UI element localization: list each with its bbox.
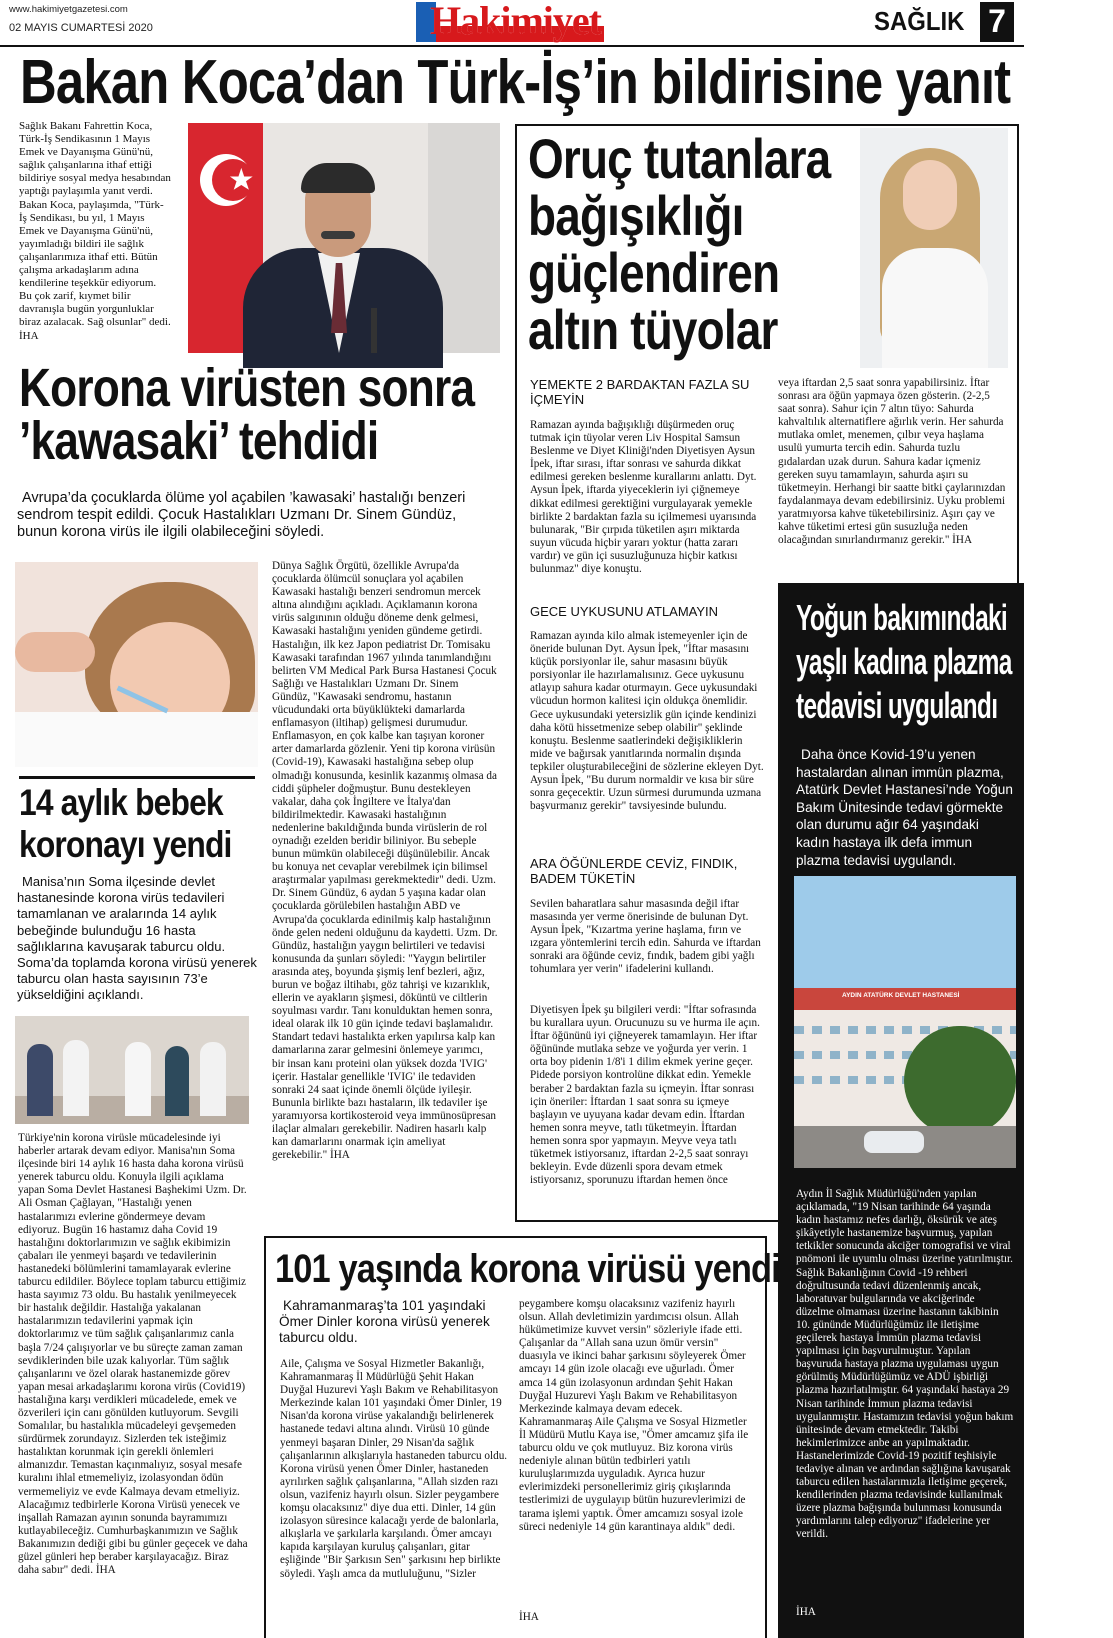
oruc-body-1: Ramazan ayında bağışıklığı düşürmeden oruç tutmak için tüyolar veren Liv Hospital Samsun Beslenme ve Diyet Kliniği'nden Diyetisyen Aysun İpek, iftar sırası, iftar sonrası ve sahurda dikkat edilmesi gereken beslenme kurallarını anlattı. Dyt. Aysun İpek, iftarda yiyeceklerin iyi çiğnemeye dikkat edilmesi gerektiğini vurgulayarak yemekle birlikte 2 bardaktan fazla su içilmemesi uyarısında bulunarak, "Bir çırpıda tüketilen aşırı miktarda suyun vücuda hiçbir yararı yoktur (hatta zararı vardır) ve gün içi susuzluğunuza hiçbir katkısı bulunmaz" diye konuştu. — [530, 419, 757, 576]
staff-4 — [165, 1046, 189, 1116]
hospital-staff-photo — [15, 1016, 249, 1124]
staff-3 — [125, 1042, 151, 1116]
omer-body-2: peygambere komşu olacaksınız vazifeniz hayırlı olsun. Allah devletimizin yardımcısı olsun. Allah hükümetimize kuvvet versin" sözleriyle ifade etti. Çalışanlar da "Allah sana uzun ömür versin" duasıyla ve ikinci bahar şarkısını söyleyerek Ömer amcayı 14 gün izole olacağı eve uğurladı. Ömer amca 14 gün izolasyonun ardından Şehit Hakan Duyğal Huzurevi Yaşlı Bakım ve Rehabilitasyon Merkezinde kalmaya devam edecek. Kahramanmaraş Aile Çalışma ve Sosyal Hizmetler İl Müdürü Mutlu Kaya ise, "Ömer amcamız şifa ile taburcu oldu ve çok mutluyuz. Biz korona virüs nedeniyle alınan bütün tedbirleri yatılı kuruluşlarımızda uyguladık. Ayrıca huzur evlerimizdeki personellerimiz giriş çıkışlarında testlerimizi de uygulayıp bütün huzurevlerimizi de tarama işlemi yaptık. Ömer amcamızı sosyal izole süreci nedeniyle 14 gün karantinaya aldık" dedi. — [519, 1298, 749, 1533]
page-number: 7 — [988, 3, 1006, 39]
kawasaki-body: Dünya Sağlık Örgütü, özellikle Avrupa'da çocuklarda ölümcül sonuçlara yol açabilen Kawasaki hastalığı benzeri sendromun mercek altına alındığını açıkladı. Açıklamanın korona virüs salgınının olduğu döneme denk gelmesi, Kawasaki hastalığını yeniden gündeme getirdi. Hastalığın, ilk kez Japon pediatrist Dr. Tomisaku Kawasaki tarafından 1967 yılında tanımlandığını belirten VM Medical Park Bursa Hastanesi Çocuk Sağlığı ve Hastalıkları Uzmanı Dr. Sinem Gündüz, "Kawasaki sendromu, hastanın vücudundaki orta büyüklükteki damarlarda enflamasyon (iltihap) gelişmesi durumudur. Enflamasyon, en çok kalbe kan taşıyan koroner arter damarlarda gözlenir. Yeni tip korona virüsün (Covid-19), Kawasaki hastalığına sebep olup olmadığı konusunda, kesinlik kazanmış olmasa da ciddi şüpheler doğmuştur. Bunu destekleyen vakalar, daha çok İngiltere ve İtalya'dan bildirilmektedir. Kawasaki hastalığının nedenlerine bakıldığında bunda virüslerin de rol oynadığı ezelden beridir biliniyor. Bu sebeple bunun mümkün olabileceği düşünülebilir. Ancak bu konuya net cevaplar verebilmek için bilimsel araştırmalar yapılması gerekmektedir" dedi. Uzm. Dr. Sinem Gündüz, 6 aydan 5 yaşına kadar olan çocuklarda görülebilen hastalığın ABD ve Avrupa'da çocuklarda edinilmiş kalp hastalığının önde gelen nedeni olduğunu da kaydetti. Uzm. Dr. Gündüz, hastalığın yaygın belirtileri ve tedavisi konusunda da şunları söyledi: "Yaygın belirtiler arasında ateş, boyunda şişmiş lenf bezleri, ağız, burun ve boğaz iltihabı, göz tahrişi ve kızarıklık, ellerin ve ayakların şişmesi, döküntü ve ciltlerin soyulması vardır. Tanı konulduktan hemen sonra, ideal olarak ilk 10 gün içinde tedavi başlamalıdır. Standart tedavi hastalıkta erken yapılırsa kalp kan damarlarına zarar gelmesini önlemeye yarımcı, bir insan kanı proteini olan yüksek dozda 'IVIG' içerir. Hastalar genellikle 'IVIG' ile tedaviden sonraki 24 saat içinde önemli ölçüde iyileşir. Bununla birlikte bazı hastaların, ilk tedaviler işe yaramıyorsa kortikosteroid veya immünosüpresan ilaçlar almaları gerekebilir. Nadiren hasarlı kalp kan damarlarını onarmak için ameliyat gerekebilir." İHA — [272, 560, 498, 1162]
oruc-headline-line-2: bağışıklığı — [528, 184, 744, 247]
staff-1 — [27, 1044, 53, 1116]
tree — [904, 1026, 1016, 1136]
oruc-subhead-1: YEMEKTE 2 BARDAKTAN FAZLA SU İÇMEYİN — [530, 377, 750, 407]
omer-body-1: Aile, Çalışma ve Sosyal Hizmetler Bakanlığı, Kahramanmaraş İl Müdürlüğü Şehit Hakan Duyğal Huzurevi Yaşlı Bakım ve Rehabilitasyon Merkezinde kalan 101 yaşındaki Ömer Dinler, 19 Nisan'da korona virüse yakalandığı belirlenerek hastanede tedavi altına alındı. Virüsü 10 günde yenmeyi başaran Dinler, 29 Nisan'da sağlık çalışanlarının alkışlarıyla hastaneden taburcu oldu. Korona virüsü yenen Ömer Dinler, hastaneden ayrılırken sağlık çalışanlarına, "Allah sizden razı olsun, vazifeniz hayırlı olsun. Sizler peygambere komşu olacaksınız" diye dua etti. Dinler, 14 gün izolasyon süresince kalacağı yerde de balonlarla, alkışlarla ve şarkılarla karşılandı. Ömer amcayı kapıda karşılayan kuruluş çalışanları, gitar eşliğinde "Bir Şarkısın Sen" şarkısını hep birlikte söyledi. Yaşlı amca da mutluluğunu, "Sizler — [280, 1358, 508, 1580]
bebek-top-rule — [19, 776, 255, 779]
oruc-body-2: Ramazan ayında kilo almak istemeyenler için de öneride bulunan Dyt. Aysun İpek, "İftar masasını küçük porsiyonlar ile, sahur masasını büyük porsiyonlar ile hazırlamalısınız. Gece uykusunu atlayıp sahura kadar oturmayın. Gece uykusundaki vücudun hormon kalitesi için oldukça önemlidir. Gece uykusundaki yetersizlik gün içinde kendinizi daha kötü hissetmenize sebep olabilir" şeklinde konuştu. Beslenme saatlerindeki değişikliklerin mide ve bağırsak yanıtlarında normalin dışında tepkiler oluşturabileceğini de sözlerine ekleyen Dyt. Aysun İpek, "Bu durum normaldir ve kısa bir süre sonra geçecektir. Uzun sürmesi durumunda uzmana başvurmanız gerekir" tavsiyesinde bulundu. — [530, 630, 764, 813]
omer-lead: Kahramanmaraş’ta 101 yaşındaki Ömer Dinler korona virüsü yenerek taburcu oldu. — [279, 1298, 490, 1345]
oruc-headline — [528, 127, 897, 361]
hospital-building-photo — [794, 876, 1016, 1168]
sick-child-photo — [15, 562, 258, 767]
oruc-headline-line-3: güçlendiren — [528, 241, 780, 304]
oruc-headline-line-4: altın tüyolar — [528, 298, 778, 361]
minister-moustache — [321, 231, 355, 239]
header-rule — [0, 45, 1024, 47]
logo-text: Hakimiyet — [430, 0, 601, 43]
minister-hair — [301, 163, 375, 193]
plazma-headline-line-3: tedavisi uygulandı — [796, 685, 998, 726]
oruc-subhead-2: GECE UYKUSUNU ATLAMAYIN — [530, 604, 719, 619]
oruc-body-5: veya iftardan 2,5 saat sonra yapabilirsiniz. İftar sonrası ara öğün yapmaya özen gösterin. (2-2,5 saat sonra). Sahur için 7 altın tüyo: Sahurda kahvaltılık alternatiflere ağırlık verin. Her sahurda mutlaka omlet, menemen, çılbır veya haşlama usulü yumurta tercih edin. Sahurda tuzlu gıdalardan uzak durun. Sahura kadar içmeniz gereken suyu tamamlayın, sahurda aşırı su tüketmeyin. Herhangi bir saatte bitki çaylarınızdan faydalanmaya devam edebilirsiniz. Uyku problemi yaratmıyorsa kahve tüketebilirsiniz. Aşırı çay ve kahve tüketimi ertesi gün susuzluğa neden olacağından sınırlandırmanız gerekir." İHA — [778, 377, 1006, 547]
dietitian-coat — [882, 248, 988, 368]
dietitian-photo — [860, 128, 1008, 368]
page-number-box — [980, 2, 1014, 42]
minister-photo — [188, 123, 500, 353]
omer-headline: 101 yaşında korona virüsü yendi — [275, 1247, 780, 1291]
car — [864, 1131, 924, 1153]
microphone — [371, 308, 377, 353]
bebek-headline-2: koronayı yendi — [19, 824, 232, 865]
oruc-body-3: Sevilen baharatlara sahur masasında değil iftar masasında yer verme önerisinde de bulunan Dyt. Aysun İpek, "Kızartma yerine haşlama, fırın ve ızgara yöntemlerini tercih edin. Sahurda ve iftardan sonraki ara öğünde ceviz, fındık, badem gibi yağlı tohumlara yer verin" ifadelerini kullandı. — [530, 898, 761, 976]
oruc-headline-line-1: Oruç tutanlara — [528, 127, 831, 190]
pillow — [15, 712, 258, 767]
staff-5 — [200, 1042, 226, 1116]
hospital-sign: AYDIN ATATÜRK DEVLET HASTANESİ — [842, 992, 960, 999]
parent-hand — [15, 632, 95, 672]
plazma-headline-line-1: Yoğun bakımındaki — [796, 597, 1008, 638]
plazma-lead: Daha önce Kovid-19’u yenen hastalardan alınan immün plazma, Atatürk Devlet Hastanesi’nde Yoğun Bakım Ünitesinde tedavi görmekte olan durumu ağır 64 yaşındaki kadın hastaya ilk defa immun plazma tedavisi uygulandı. — [796, 747, 1013, 868]
issue-date: 02 MAYIS CUMARTESİ 2020 — [9, 22, 153, 34]
bebek-body: Türkiye'nin korona virüsle mücadelesinde iyi haberler artarak devam ediyor. Manisa'nın Soma ilçesinde biri 14 aylık 16 hasta daha korona virüsü yenerek taburcu oldu. Konuyla ilgili açıklama yapan Soma Devlet Hastanesi Başhekimi Uzm. Dr. Ali Osman Çağlayan, "Hastalığı yenen hastalarımızı evlerine göndermeye devam ediyoruz. Bugün 16 hastamız daha Covid 19 hastalığını doktorlarımızın ve sağlık ekibimizin çabaları ile yenmeyi başardı ve tedavilerinin hastanedeki bölümlerini tamamlayarak evlerine taburcu edildiler. Böylece toplam taburcu ettiğimiz hasta sayımız 73 oldu. Bu hastalık yenilmeyecek bir hastalık değildir. Hastalığa yakalanan hastalarımızın tedavilerini yapmak için doktorlarımız ve tüm sağlık çalışanlarımız canla başla 7/24 çalışıyorlar ve bu süreçte zaman zaman sevdiklerinden bile uzak kalıyorlar. Tüm sağlık çalışanlarını ve özel olarak hastanemizde görev yapan mesai arkadaşlarımı korona virüs (Covid19) hastalığına karşı verdikleri mücadelede, emek ve özverileri için canı gönülden kutluyorum. Sevgili Somalılar, bu hastalıkla mücadeleyi gevşemeden sürdürmek zorundayız. Sizlerden tek isteğimiz hastalıktan korunmak için gerekli önlemleri almanızdır. Temastan kaçınmalıyız, sosyal mesafe kuralını ihlal etmemeliyiz, izolasyondan ödün vermemeliyiz ve evde Kalmaya devam etmeliyiz. Alacağımız tedbirlerle Korona Virüsü yenecek ve inşallah Ramazan ayının sonunda bayramımızı kutlayabileceğiz. Cumhurbaşkanımızın ve Sağlık Bakanımızın dediği gibi bu günler geçecek ve daha güzel günleri hep beraber karşılayacağız. Biraz daha sabır" dedi. İHA — [18, 1132, 248, 1577]
kawasaki-headline-2: ’kawasaki’ tehdidi — [19, 411, 379, 471]
flag-crescent-star-icon — [196, 145, 260, 215]
kawasaki-headline-1: Korona virüsten sonra — [19, 358, 475, 418]
dietitian-face — [903, 160, 957, 230]
section-label: SAĞLIK — [874, 6, 965, 36]
omer-signoff: İHA — [519, 1611, 539, 1623]
plazma-signoff: İHA — [796, 1606, 816, 1618]
oruc-body-4: Diyetisyen İpek şu bilgileri verdi: "İftar sofrasında bu kurallara uyun. Orucunuzu su ve hurma ile açın. İftar öğününü iyi çiğneyerek tamamlayın. Her iftar öğününde mutlaka sebze ve yoğurda yer verin. 1 orta boy pidenin 1/8'i 1 dilim ekmek yerine geçer. Pidede porsiyon kontrolüne dikkat edin. Yemekle beraber 2 bardaktan fazla su içmeyin. İftar sonrası için öneriler: İftardan 1 saat sonra su içmeye başlayın ve uyuyana kadar devam edin. İftardan hemen sonra meyve, tatlı tüketmeyin. İftardan hemen sonra spor yapmayın. Meyve veya tatlı tüketmek istiyorsanız, iftardan 2-2,5 saat sonrayı bekleyin. Evde düzenli spora devam etmek istiyorsanız, sporunuzu iftardan hemen önce — [530, 1004, 760, 1187]
bebek-lead: Manisa’nın Soma ilçesinde devlet hastanesinde korona virüs tedavileri tamamlanan ve aralarında 14 aylık bebeğinde bulunduğu 16 hasta sağlıklarına kavuşarak taburcu oldu. Soma’da toplamda korona virüsü yenerek taburcu olan hasta sayısının 73’e yükseldiğini açıklandı. — [17, 874, 257, 1003]
newspaper-logo — [416, 2, 604, 42]
koca-article-body: Sağlık Bakanı Fahrettin Koca, Türk-İş Sendikasının 1 Mayıs Emek ve Dayanışma Günü'nü, sağlık çalışanlarına ithaf ettiği bildiriye sosyal medya hesabından yaptığı paylaşımla yanıt verdi. Bakan Koca, paylaşımda, "Türk-İş Sendikası, bu yıl, 1 Mayıs Emek ve Dayanışma Günü'nü, yayımladığı bildiri ile sağlık çalışanlarımıza ithaf etti. Bütün çalışma arkadaşlarım adına kendilerine teşekkür ediyorum. Bu çok zarif, kıymet bilir davranışla bugün yorgunluklar biraz azalacak. Sağ olsunlar" dedi. İHA — [19, 120, 171, 342]
oruc-subhead-3: ARA ÖĞÜNLERDE CEVİZ, FINDIK, BADEM TÜKETİN — [530, 856, 738, 886]
staff-2 — [63, 1040, 89, 1116]
kawasaki-lead: Avrupa’da çocuklarda ölüme yol açabilen ’kawasaki’ hastalığı benzeri sendrom tespit edildi. Çocuk Hastalıkları Uzmanı Dr. Sinem Gündüz, bunun korona virüs ile ilgili olabileceğini söyledi. — [17, 490, 466, 540]
bebek-headline-1: 14 aylık bebek — [19, 782, 223, 823]
plazma-headline-line-2: yaşlı kadına plazma — [796, 641, 1012, 682]
plazma-headline — [796, 596, 1113, 728]
plazma-body: Aydın İl Sağlık Müdürlüğü'nden yapılan açıklamada, "19 Nisan tarihinde 64 yaşında kadın hastamız nefes darlığı, öksürük ve ateş şikâyetiyle hastanemize başvurmuş, yapılan tetkikler sonucunda akciğer tomografisi ve viral pnömoni ile uyumlu olması üzerine yatırılmıştır. Sağlık Bakanlığının Covid -19 rehberi doğrultusunda tedavi düzenlenmiş ancak, laboratuvar bulgularında ve akciğerinde düzelme olmaması üzerine hastanın takibinin 10. gününde Müdürlüğümüz ile iletişime geçilerek hastaya İmmün plazma tedavisi yapılması için başvurulmuştur. Yapılan başvuruda hastaya plazma uygulaması uygun görülmüş Müdürlüğümüz ve ADÜ işbirliği plazma hazırlatılmıştır. 64 yaşındaki hastaya 29 Nisan tarihinde İmmun plazma tedavisi uygulanmıştır. Hastamızın tedavisi yoğun bakım ünitesinde devam etmektedir. Takibi hekimlerimizce anbe an yapılmaktadır. Hastanelerimizde Covid-19 pozitif teşhisiyle tedaviye alınan ve ardından sağlığına kavuşarak taburcu edilen hastalarımızla iletişime geçerek, kendilerinden plazma tedavisinde kullanılmak üzere plazma bağışında bulunması konusunda yardımlarını talep ediyoruz" ifadelerine yer verildi. — [796, 1188, 1014, 1541]
main-headline: Bakan Koca’dan Türk-İş’in bildirisine yanıt — [20, 48, 1011, 117]
site-url[interactable]: www.hakimiyetgazetesi.com — [9, 4, 128, 15]
